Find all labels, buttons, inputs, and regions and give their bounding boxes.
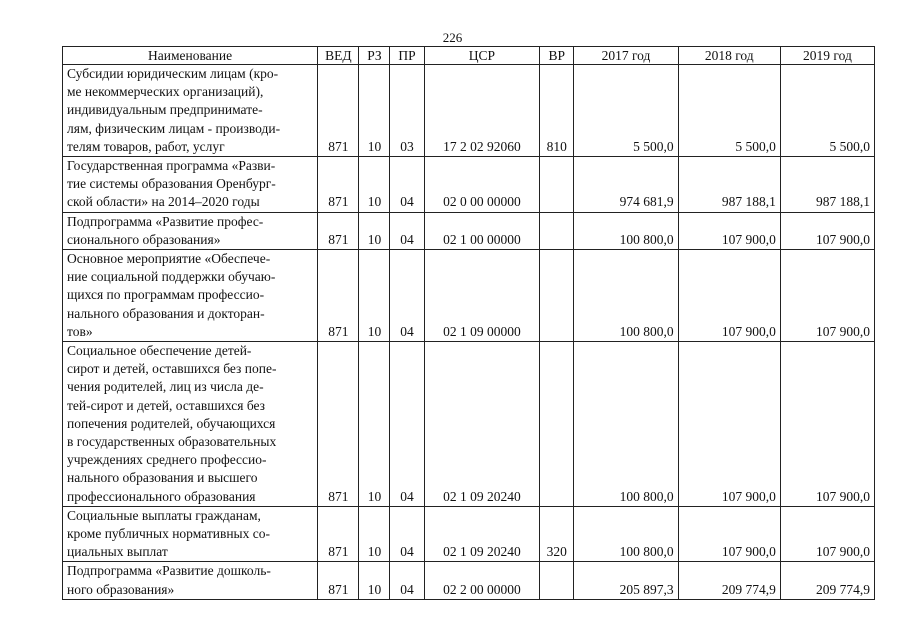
cell-2018: 107 900,0 (678, 250, 780, 342)
cell-name (63, 65, 318, 157)
name-line: Субсидии юридическим лицам (кро- (67, 66, 279, 81)
name-line: тов» (67, 323, 93, 339)
cell-ved: 871 (318, 562, 359, 599)
cell-2019: 209 774,9 (780, 562, 874, 599)
header-2018: 2018 год (678, 47, 780, 65)
cell-pr: 03 (390, 65, 424, 157)
cell-2018: 107 900,0 (678, 506, 780, 562)
cell-2017: 100 800,0 (574, 212, 678, 249)
header-ved: ВЕД (318, 47, 359, 65)
cell-rz: 10 (359, 65, 390, 157)
header-vr: ВР (540, 47, 574, 65)
name-line: ме некоммерческих организаций), (67, 84, 264, 100)
name-line: ние социальной поддержки обучаю- (67, 269, 276, 285)
cell-ved: 871 (318, 342, 359, 507)
cell-2019: 107 900,0 (780, 342, 874, 507)
cell-vr (540, 157, 574, 213)
name-line: в государственных образовательных (67, 434, 277, 450)
name-line: сирот и детей, оставшихся без попе- (67, 361, 277, 377)
cell-csr: 02 1 00 00000 (424, 212, 540, 249)
name-line: Государственная программа «Разви- (67, 158, 276, 174)
page-number: 226 (442, 30, 463, 45)
cell-2017: 205 897,3 (574, 562, 678, 599)
name-line: ской области» на 2014–2020 годы (67, 194, 260, 210)
cell-csr: 17 2 02 92060 (424, 65, 540, 157)
cell-rz: 10 (359, 342, 390, 507)
cell-rz: 10 (359, 506, 390, 562)
name-line: учреждениях среднего профессио- (67, 452, 267, 468)
name-line: Основное мероприятие «Обеспече- (67, 251, 271, 267)
cell-vr (540, 250, 574, 342)
cell-pr: 04 (390, 212, 424, 249)
cell-csr: 02 2 00 00000 (424, 562, 540, 599)
name-line: чения родителей, лиц из числа де- (67, 379, 264, 395)
cell-csr: 02 0 00 00000 (424, 157, 540, 213)
header-rz: РЗ (359, 47, 390, 65)
cell-vr: 810 (540, 65, 574, 157)
cell-2019: 107 900,0 (780, 212, 874, 249)
header-csr: ЦСР (424, 47, 540, 65)
cell-rz: 10 (359, 250, 390, 342)
header-pr: ПР (390, 47, 424, 65)
cell-ved: 871 (318, 250, 359, 342)
name-line: Социальное обеспечение детей- (67, 343, 252, 359)
cell-2018: 5 500,0 (678, 65, 780, 157)
cell-2017: 100 800,0 (574, 506, 678, 562)
table-row (63, 506, 875, 562)
table-row (63, 65, 875, 157)
cell-pr: 04 (390, 506, 424, 562)
name-line: Подпрограмма «Развитие дошколь- (67, 563, 271, 579)
cell-csr: 02 1 09 20240 (424, 506, 540, 562)
cell-2019: 987 188,1 (780, 157, 874, 213)
cell-2017: 100 800,0 (574, 250, 678, 342)
cell-2017: 5 500,0 (574, 65, 678, 157)
cell-name (63, 342, 318, 507)
cell-rz: 10 (359, 562, 390, 599)
cell-2019: 107 900,0 (780, 506, 874, 562)
cell-ved: 871 (318, 157, 359, 213)
cell-name (63, 250, 318, 342)
header-name: Наименование (63, 47, 318, 65)
table-row (63, 157, 875, 213)
name-line: ного образования» (67, 581, 175, 597)
cell-rz: 10 (359, 212, 390, 249)
table-row (63, 562, 875, 599)
cell-ved: 871 (318, 212, 359, 249)
cell-name (63, 562, 318, 599)
name-line: Подпрограмма «Развитие профес- (67, 213, 264, 229)
name-line: индивидуальным предпринимате- (67, 102, 263, 118)
cell-pr: 04 (390, 250, 424, 342)
cell-2019: 107 900,0 (780, 250, 874, 342)
header-row (63, 47, 875, 65)
cell-vr (540, 342, 574, 507)
header-2017: 2017 год (574, 47, 678, 65)
cell-vr: 320 (540, 506, 574, 562)
cell-2018: 987 188,1 (678, 157, 780, 213)
table-row (63, 342, 875, 507)
cell-pr: 04 (390, 342, 424, 507)
cell-2018: 209 774,9 (678, 562, 780, 599)
budget-table (62, 46, 875, 600)
cell-rz: 10 (359, 157, 390, 213)
cell-name (63, 212, 318, 249)
name-line: тие системы образования Оренбург- (67, 176, 276, 192)
name-line: профессионального образования (67, 488, 256, 504)
name-line: нального образования и высшего (67, 470, 258, 486)
cell-2017: 974 681,9 (574, 157, 678, 213)
name-line: щихся по программам профессио- (67, 287, 265, 303)
cell-2018: 107 900,0 (678, 342, 780, 507)
cell-2019: 5 500,0 (780, 65, 874, 157)
cell-2018: 107 900,0 (678, 212, 780, 249)
name-line: сионального образования» (67, 231, 221, 247)
cell-pr: 04 (390, 157, 424, 213)
cell-pr: 04 (390, 562, 424, 599)
name-line: нального образования и докторан- (67, 305, 265, 321)
cell-2017: 100 800,0 (574, 342, 678, 507)
table-row (63, 212, 875, 249)
name-line: циальных выплат (67, 544, 168, 560)
name-line: попечения родителей, обучающихся (67, 415, 276, 431)
name-line: Социальные выплаты гражданам, (67, 507, 261, 523)
cell-vr (540, 562, 574, 599)
cell-ved: 871 (318, 506, 359, 562)
name-line: кроме публичных нормативных со- (67, 526, 270, 542)
cell-csr: 02 1 09 00000 (424, 250, 540, 342)
cell-ved: 871 (318, 65, 359, 157)
name-line: тей-сирот и детей, оставшихся без (67, 397, 265, 413)
cell-name (63, 506, 318, 562)
cell-name (63, 157, 318, 213)
cell-vr (540, 212, 574, 249)
name-line: телям товаров, работ, услуг (67, 138, 225, 154)
cell-csr: 02 1 09 20240 (424, 342, 540, 507)
header-2019: 2019 год (780, 47, 874, 65)
table-row (63, 250, 875, 342)
name-line: лям, физическим лицам - производи- (67, 120, 281, 136)
